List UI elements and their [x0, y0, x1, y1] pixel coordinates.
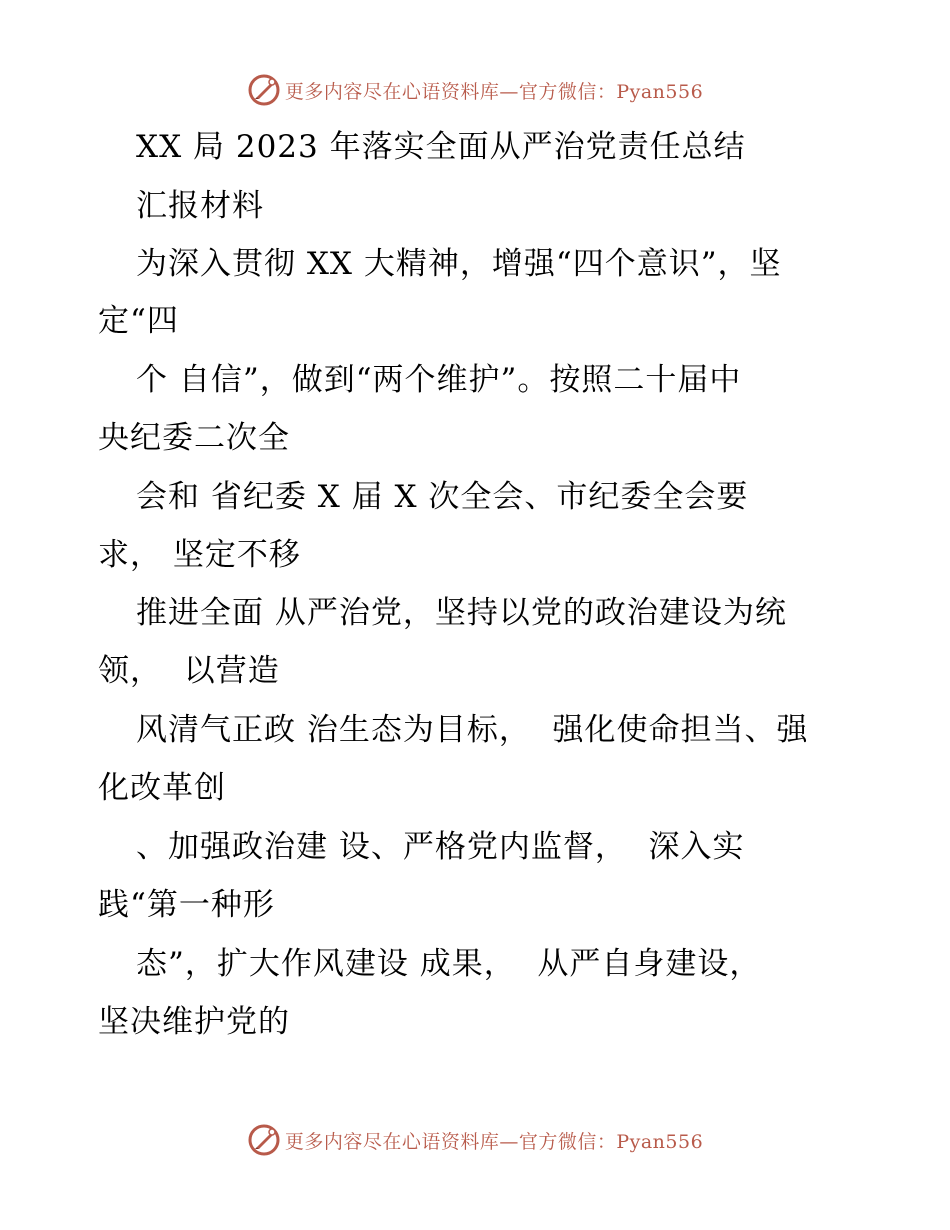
- paragraph-line: 个 自信”，做到“两个维护”。按照二十届中: [136, 362, 742, 398]
- paragraph-line: 、加强政治建 设、严格党内监督， 深入实: [136, 829, 745, 865]
- paragraph-line: 为深入贯彻 XX 大精神，增强“四个意识”，坚: [136, 246, 782, 282]
- paragraph-line: 定“四: [98, 303, 179, 339]
- paragraph-line: 推进全面 从严治党，坚持以党的政治建设为统: [136, 595, 787, 631]
- document-title-line-1: XX 局 2023 年落实全面从严治党责任总结: [136, 129, 746, 165]
- paragraph-line: 化改革创: [98, 770, 226, 806]
- paragraph-line: 央纪委二次全: [98, 420, 290, 456]
- paragraph-line: 求， 坚定不移: [98, 537, 301, 573]
- paragraph-line: 风清气正政 治生态为目标， 强化使命担当、强: [136, 712, 809, 748]
- paragraph-line: 坚决维护党的: [98, 1004, 290, 1040]
- footer-banner: [0, 1120, 950, 1160]
- logo-icon: [247, 1123, 281, 1157]
- footer-banner-text: 更多内容尽在心语资料库—官方微信：Pyan556: [284, 1130, 704, 1153]
- header-banner-text: 更多内容尽在心语资料库—官方微信：Pyan556: [284, 80, 704, 103]
- paragraph-line: 领， 以营造: [98, 653, 280, 689]
- paragraph-line: 会和 省纪委 X 届 X 次全会、市纪委全会要: [136, 479, 749, 515]
- document-title-line-2: 汇报材料: [136, 188, 264, 224]
- paragraph-line: 态”，扩大作风建设 成果， 从严自身建设，: [136, 946, 762, 982]
- paragraph-line: 践“第一种形: [98, 887, 275, 923]
